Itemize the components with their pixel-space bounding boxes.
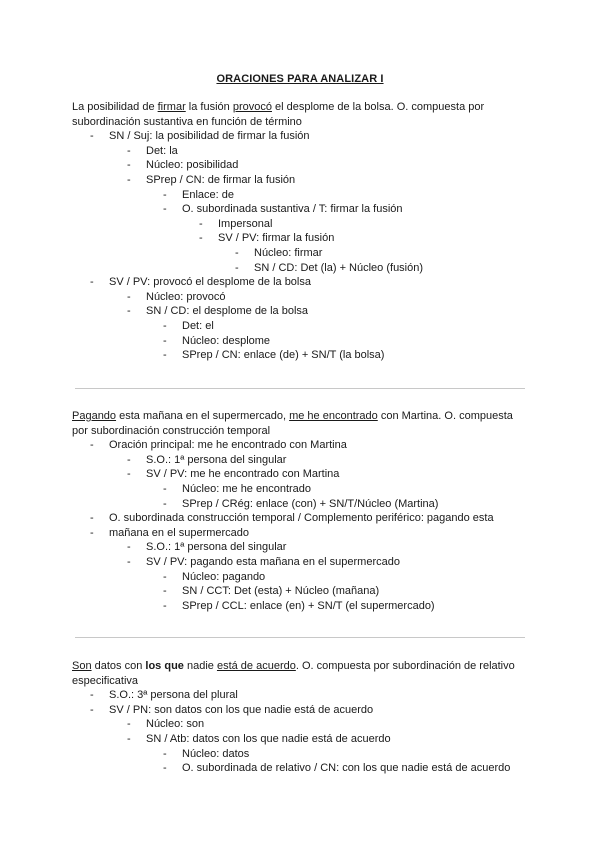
- list-item-text: - SPrep / CN: de firmar la fusión: [146, 173, 532, 188]
- list-item-text: - S.O.: 1ª persona del singular: [146, 540, 532, 555]
- heading-text: nadie: [183, 660, 217, 672]
- list-item-text: - SN / Atb: datos con los que nadie está de acuerdo: [146, 732, 532, 747]
- list-item-text: - S.O.: 3ª persona del plural: [109, 688, 532, 703]
- list-item: [72, 217, 532, 232]
- section-divider: [75, 637, 525, 638]
- list-item-text: - O. subordinada de relativo / CN: con los que nadie está de acuerdo: [182, 761, 532, 776]
- analysis-tree-2: [72, 438, 532, 613]
- list-item: [72, 158, 532, 173]
- list-item: [72, 570, 532, 585]
- list-item: [72, 732, 532, 747]
- document-title: ORACIONES PARA ANALIZAR I: [216, 73, 384, 85]
- sentence-analysis-3: [72, 659, 532, 776]
- heading-text: especificativa: [72, 674, 139, 687]
- heading-text: la fusión: [185, 101, 233, 113]
- list-item-text: - Núcleo: son: [146, 717, 532, 732]
- list-item: [72, 129, 532, 144]
- heading-text: datos con: [91, 660, 146, 672]
- underlined-verb: está de acuerdo: [216, 660, 296, 672]
- sentence-heading-1: [72, 100, 532, 129]
- list-item-text: - O. subordinada sustantiva / T: firmar la fusión: [182, 202, 532, 217]
- list-item-text: - SN / Suj: la posibilidad de firmar la fusión: [109, 129, 532, 144]
- list-item-text: - Núcleo: posibilidad: [146, 158, 532, 173]
- sentence-analysis-2: [72, 409, 532, 613]
- list-item: [72, 453, 532, 468]
- heading-text: La posibilidad de: [72, 101, 158, 113]
- list-item: [72, 231, 532, 246]
- list-item: [72, 334, 532, 349]
- list-item: [72, 348, 532, 363]
- list-item-text: - Núcleo: desplome: [182, 334, 532, 349]
- list-item-text: - Núcleo: provocó: [146, 290, 532, 305]
- list-item: [72, 173, 532, 188]
- list-item: [72, 555, 532, 570]
- list-item-text: - SV / PV: me he encontrado con Martina: [146, 467, 532, 482]
- heading-text: por subordinación construcción temporal: [72, 424, 271, 437]
- list-item-text: - Núcleo: me he encontrado: [182, 482, 532, 497]
- list-item-continuation: [72, 526, 532, 541]
- underlined-verb: me he encontrado: [289, 410, 378, 422]
- list-item-text: - Núcleo: pagando: [182, 570, 532, 585]
- list-item-text: - SV / PV: pagando esta mañana en el supermercado: [146, 555, 532, 570]
- list-item-text: - Det: el: [182, 319, 532, 334]
- list-item: [72, 584, 532, 599]
- list-item-text: - SV / PN: son datos con los que nadie está de acuerdo: [109, 703, 532, 718]
- list-item-text: - Oración principal: me he encontrado con Martina: [109, 438, 532, 453]
- list-item-text: - SN / CD: el desplome de la bolsa: [146, 304, 532, 319]
- list-item: [72, 482, 532, 497]
- list-item: [72, 761, 532, 776]
- heading-text: con Martina. O. compuesta: [377, 410, 513, 422]
- sentence-heading-2: [72, 409, 532, 438]
- list-item-text: - SPrep / CRég: enlace (con) + SN/T/Núcleo (Martina): [182, 497, 532, 512]
- analysis-tree-3: [72, 688, 532, 776]
- list-item-text: - SV / PV: firmar la fusión: [218, 231, 532, 246]
- underlined-verb: Pagando: [72, 410, 117, 422]
- list-item-text: - SN / CCT: Det (esta) + Núcleo (mañana): [182, 584, 532, 599]
- underlined-verb: firmar: [157, 101, 186, 113]
- list-item: [72, 304, 532, 319]
- sentence-heading-3: [72, 659, 532, 688]
- list-item: [72, 290, 532, 305]
- heading-text: . O. compuesta por subordinación de relativo: [295, 660, 515, 672]
- list-item-text: - SPrep / CCL: enlace (en) + SN/T (el supermercado): [182, 599, 532, 614]
- list-item: [72, 144, 532, 159]
- list-item-text: - Núcleo: datos: [182, 747, 532, 762]
- list-item-text: - Det: la: [146, 144, 532, 159]
- list-item: [72, 467, 532, 482]
- list-item-text: - mañana en el supermercado: [109, 526, 532, 541]
- list-item-text: - Impersonal: [218, 217, 532, 232]
- underlined-verb: Son: [72, 660, 92, 672]
- list-item: [72, 599, 532, 614]
- list-item-text: - Enlace: de: [182, 188, 532, 203]
- list-item: [72, 540, 532, 555]
- list-item-text: - SV / PV: provocó el desplome de la bolsa: [109, 275, 532, 290]
- heading-text: subordinación sustantiva en función de término: [72, 115, 302, 128]
- list-item-text: - O. subordinada construcción temporal / Complemento periférico: pagando esta: [109, 511, 532, 526]
- list-item-text: - SN / CD: Det (la) + Núcleo (fusión): [254, 261, 532, 276]
- list-item: [72, 188, 532, 203]
- heading-text: el desplome de la bolsa. O. compuesta por: [271, 101, 485, 113]
- list-item: [72, 438, 532, 453]
- bold-relative: los que: [145, 660, 184, 672]
- list-item: [72, 497, 532, 512]
- list-item: [72, 511, 532, 526]
- list-item: [72, 275, 532, 290]
- list-item: [72, 747, 532, 762]
- list-item: [72, 319, 532, 334]
- section-divider: [75, 388, 525, 389]
- underlined-verb: provocó: [232, 101, 272, 113]
- list-item-text: - S.O.: 1ª persona del singular: [146, 453, 532, 468]
- list-item: [72, 688, 532, 703]
- list-item: [72, 261, 532, 276]
- list-item: [72, 717, 532, 732]
- list-item: [72, 703, 532, 718]
- list-item-text: - Núcleo: firmar: [254, 246, 532, 261]
- heading-text: esta mañana en el supermercado,: [116, 410, 290, 422]
- analysis-tree-1: [72, 129, 532, 363]
- sentence-analysis-1: [72, 100, 532, 363]
- list-item: [72, 202, 532, 217]
- list-item: [72, 246, 532, 261]
- list-item-text: - SPrep / CN: enlace (de) + SN/T (la bolsa): [182, 348, 532, 363]
